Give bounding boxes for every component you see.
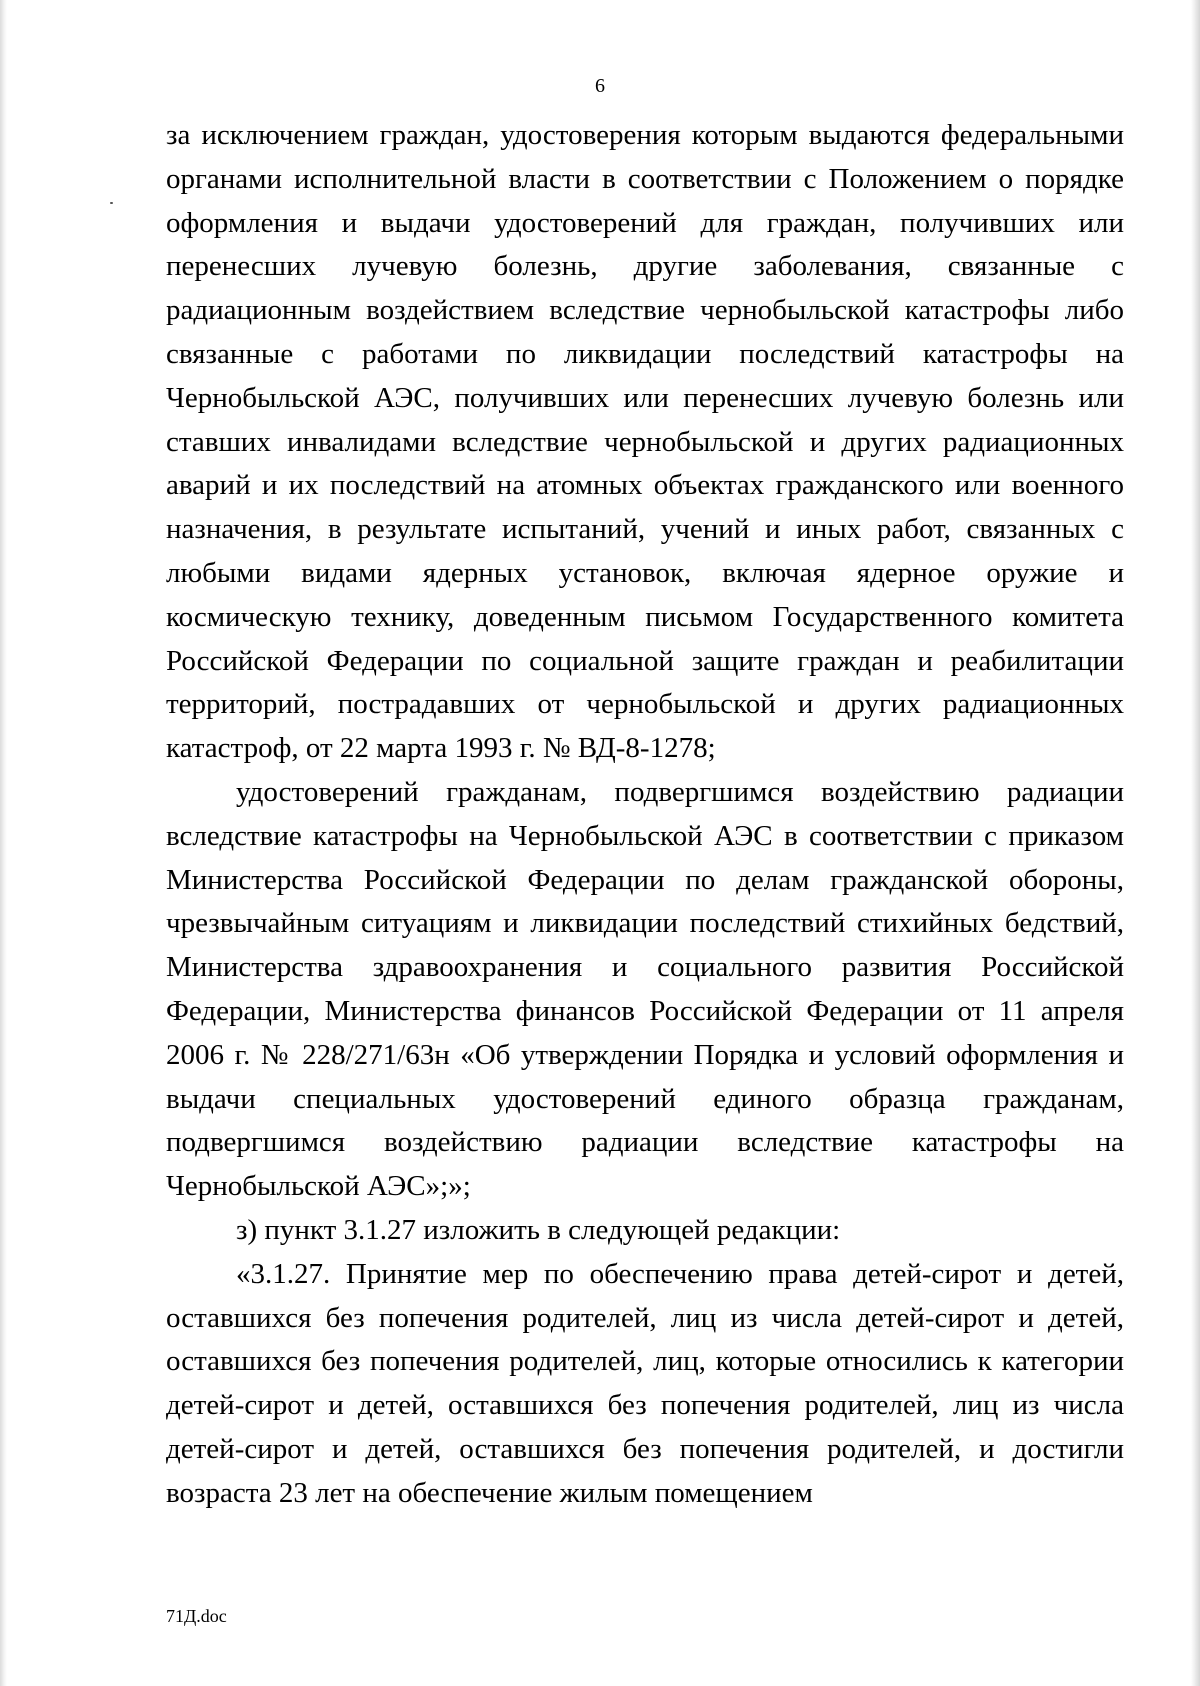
paragraph-clause-3-1-27: «3.1.27. Принятие мер по обеспечению права детей-сирот и детей, оставшихся без попечения родителей, лиц из числа детей-сирот и детей, оставшихся без попечения родителей, лиц, которые относились к категории детей-сирот и детей, оставшихся без попечения родителей, лиц из числа детей-сирот и детей, оставшихся без попечения родителей, и достигли возраста 23 лет на обеспечение жилым помещением bbox=[166, 1257, 1124, 1509]
scan-edge-right bbox=[1191, 0, 1200, 1686]
page-number: 6 bbox=[595, 75, 605, 97]
scan-speck bbox=[110, 202, 113, 204]
paragraph-amendment-item: з) пункт 3.1.27 изложить в следующей редакции: bbox=[236, 1213, 841, 1246]
document-body bbox=[166, 114, 1124, 1516]
scan-edge-left bbox=[0, 0, 7, 1686]
paragraph-exceptions: за исключением граждан, удостоверения которым выдаются федеральными органами исполнительной власти в соответствии с Положением о порядке оформления и выдачи удостоверений для граждан, получивших или перенесших лучевую болезнь, другие заболевания, связанные с радиационным воздействием вследствие чернобыльской катастрофы либо связанные с работами по ликвидации последствий катастрофы на Чернобыльской АЭС, получивших или перенесших лучевую болезнь или ставших инвалидами вследствие чернобыльской и других радиационных аварий и их последствий на атомных объектах гражданского или военного назначения, в результате испытаний, учений и иных работ, связанных с любыми видами ядерных установок, включая ядерное оружие и космическую технику, доведенным письмом Государственного комитета Российской Федерации по социальной защите граждан и реабилитации территорий, пострадавших от чернобыльской и других радиационных катастроф, от 22 марта 1993 г. № ВД-8-1278; bbox=[166, 119, 1124, 765]
paragraph-chernobyl-certificates: удостоверений гражданам, подвергшимся воздействию радиации вследствие катастрофы на Чернобыльской АЭС в соответствии с приказом Министерства Российской Федерации по делам гражданской обороны, чрезвычайным ситуациям и ликвидации последствий стихийных бедствий, Министерства здравоохранения и социального развития Российской Федерации, Министерства финансов Российской Федерации от 11 апреля 2006 г. № 228/271/63н «Об утверждении Порядка и условий оформления и выдачи специальных удостоверений единого образца гражданам, подвергшимся воздействию радиации вследствие катастрофы на Чернобыльской АЭС»;»; bbox=[166, 775, 1124, 1203]
footer-file-name: 71Д.doc bbox=[166, 1606, 227, 1626]
